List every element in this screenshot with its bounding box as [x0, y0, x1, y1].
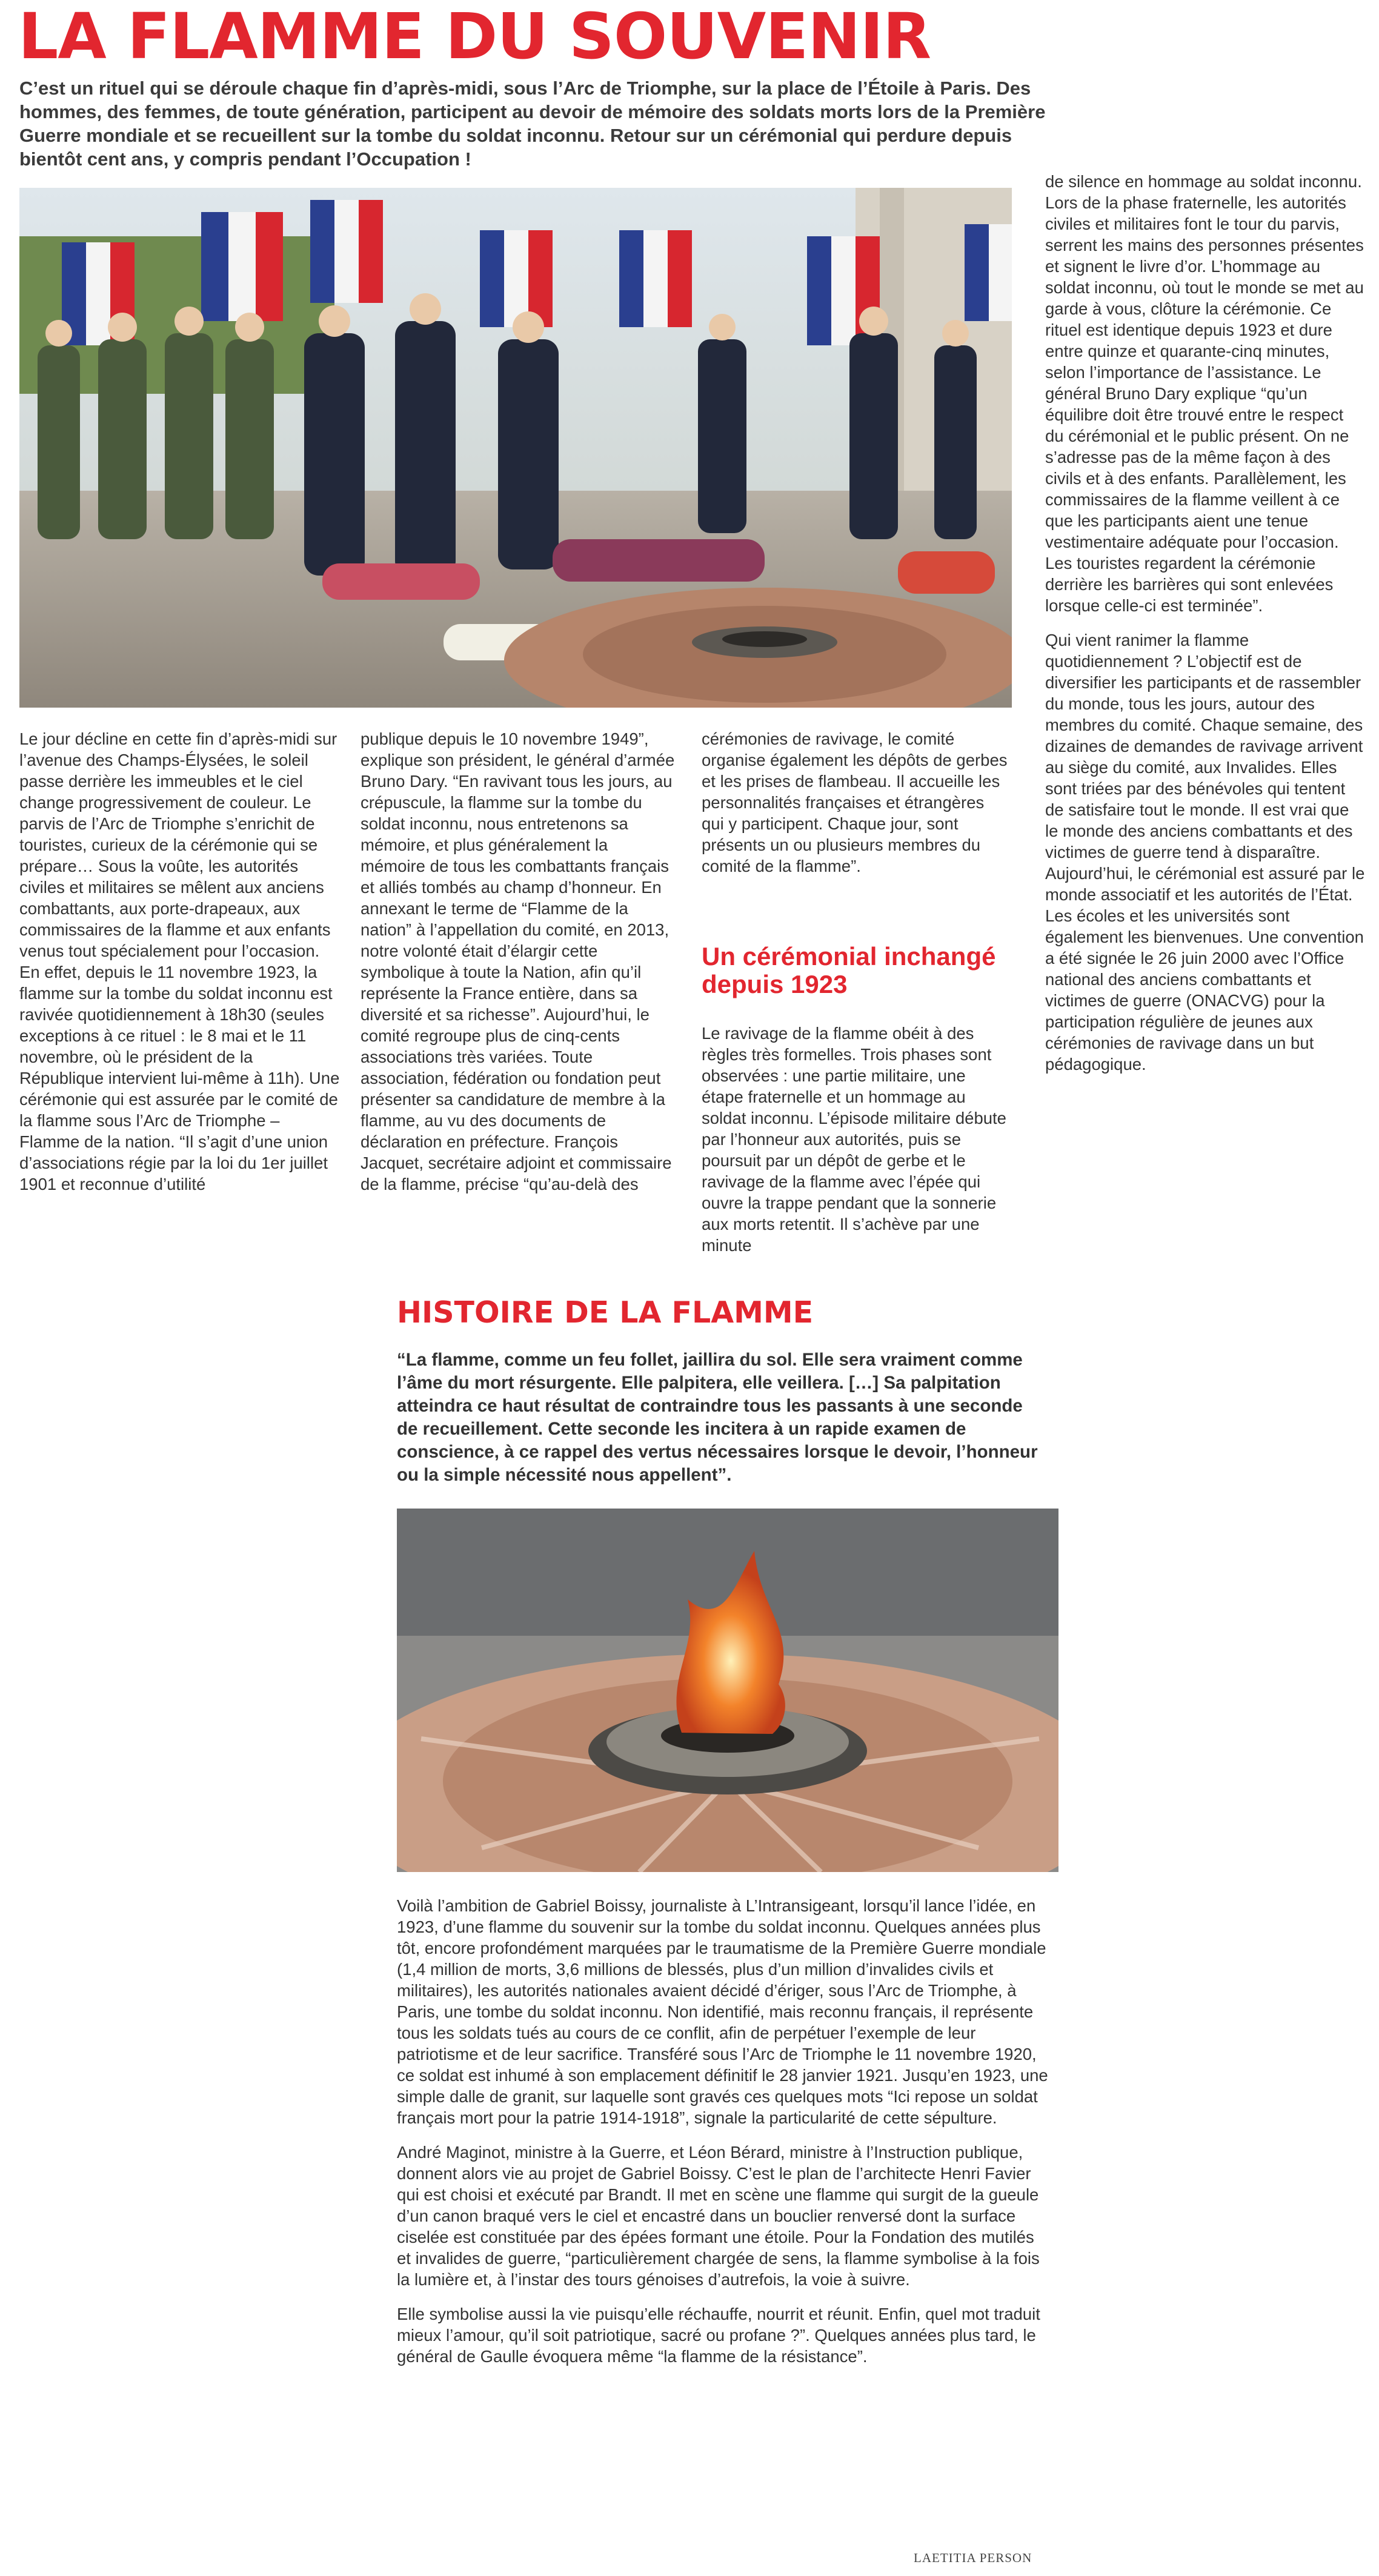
subheading: Un cérémonial inchangé depuis 1923 [702, 942, 996, 998]
article-column-2 [361, 728, 676, 1195]
paragraph: Elle symbolise aussi la vie puisqu’elle réchauffe, nourrit et réunit. Enfin, quel mot traduit mieux l’amour, qu’il soit patriotique, sacré ou profane ?”. Quelques années plus tard, le général de Gaulle évoquera même “la flamme de la résistance”. [397, 2305, 1040, 2366]
article-column-4 [1045, 171, 1366, 1075]
article-column-1 [19, 728, 341, 1195]
pull-quote: “La flamme, comme un feu follet, jaillira du sol. Elle sera vraiment comme l’âme du mort résurgente. Elle palpitera, elle veillera. […] Sa palpitation atteindra ce haut résultat de contraindre tous les passants à une seconde de recueillement. Cette seconde les incitera à un rapide examen de conscience, à ce rappel des vertus nécessaires lorsque le devoir, l’honneur ou la simple nécessité nous appellent”. [397, 1350, 1038, 1485]
history-text [397, 1895, 1051, 2367]
paragraph: Qui vient ranimer la flamme quotidiennement ? L’objectif est de diversifier les participants et de rassembler du monde, tous les jours, autour des membres du comité. Chaque semaine, des dizaines de demandes de ravivage arrivent au siège du comité, aux Invalides. Elles sont triées par des bénévoles qui tentent de satisfaire tout le monde. Il est vrai que le monde des anciens combattants et des victimes de guerre tend à disparaître. Aujourd’hui, le cérémonial est assuré par le monde associatif et les autorités de l’État. Les écoles et les universités sont également les bienvenues. Une convention a été signée le 26 juin 2000 avec l’Office national des anciens combattants et victimes de guerre (ONACVG) pour la participation régulière de jeunes aux cérémonies de ravivage dans un but pédagogique. [1045, 631, 1365, 1074]
section-title: HISTOIRE DE LA FLAMME [397, 1295, 814, 1330]
paragraph: Le ravivage de la flamme obéit à des règles très formelles. Trois phases sont observées : une partie militaire, une étape fraternelle et un hommage au soldat inconnu. L’épisode militaire débute par l’honneur aux autorités, puis se poursuit par un dépôt de gerbe et le ravivage de la flamme avec l’épée qui ouvre la trappe pendant que la sonnerie aux morts retentit. Il s’achève par une minute [702, 1024, 1006, 1255]
article-column-3b [702, 1023, 1008, 1256]
paragraph: publique depuis le 10 novembre 1949”, explique son président, le général d’armée Bruno Dary. “En ravivant tous les jours, au crépuscule, la flamme sur la tombe du soldat inconnu, nous entretenons sa mémoire, et plus généralement la mémoire de tous les combattants français et alliés tombés au champ d’honneur. En annexant le terme de “Flamme de la nation” à l’appellation du comité, en 2013, notre volonté était d’élargir cette symbolique à toute la Nation, afin qu’il représente la France entière, dans sa diversité et sa richesse”. Aujourd’hui, le comité regroupe plus de cinq-cents associations très variées. Toute association, fédération ou fondation peut présenter sa candidature de membre à la flamme, au vu des documents de déclaration en préfecture. François Jacquet, secrétaire adjoint et commissaire de la flamme, précise “qu’au-delà des [361, 729, 675, 1193]
article-column-3 [702, 728, 1008, 877]
paragraph: cérémonies de ravivage, le comité organise également les dépôts de gerbes et les prises de flambeau. Il accueille les personnalités françaises et étrangères qui y participent. Chaque jour, sont présents un ou plusieurs membres du comité de la flamme”. [702, 729, 1008, 875]
ceremony-photo [19, 188, 1012, 708]
article-title: LA FLAMME DU SOUVENIR [18, 0, 931, 73]
paragraph: de silence en hommage au soldat inconnu. Lors de la phase fraternelle, les autorités civiles et militaires font le tour du parvis, serrent les mains des personnes présentes et signent le livre d’or. L’hommage au soldat inconnu, où tout le monde se met au garde à vous, clôture la cérémonie. Ce rituel est identique depuis 1923 et dure entre quinze et quarante-cinq minutes, selon l’importance de l’assistance. Le général Bruno Dary explique “qu’un équilibre doit être trouvé entre le respect du cérémonial et le public présent. On ne s’adresse pas de la même façon à des civils et à des enfants. Parallèlement, les commissaires de la flamme veillent à ce que les participants aient une tenue vestimentaire adéquate pour l’occasion. Les touristes regardent la cérémonie derrière les barrières qui sont enlevées lorsque celle-ci est terminée”. [1045, 172, 1364, 615]
paragraph: André Maginot, ministre à la Guerre, et Léon Bérard, ministre à l’Instruction publique, donnent alors vie au projet de Gabriel Boissy. C’est le plan de l’architecte Henri Favier qui est choisi et exécuté par Brandt. Il met en scène une flamme qui surgit de la gueule d’un canon braqué vers le ciel et encastré dans un bouclier renversé dont la surface ciselée est constituée par des épées formant une étoile. Pour la Fondation des mutilés et invalides de guerre, “particulièrement chargée de sens, la flamme symbolise à la fois la lumière et, à l’instar des tours génoises d’autrefois, la voie à suivre. [397, 2143, 1040, 2289]
article-intro: C’est un rituel qui se déroule chaque fin d’après-midi, sous l’Arc de Triomphe, sur la place de l’Étoile à Paris. Des hommes, des femmes, de toute génération, participent au devoir de mémoire des soldats morts lors de la Première Guerre mondiale et se recueillent sur la tombe du soldat inconnu. Retour sur un cérémonial qui perdure depuis bientôt cent ans, y compris pendant l’Occupation ! [19, 78, 1046, 170]
paragraph: Le jour décline en cette fin d’après-midi sur l’avenue des Champs-Élysées, le soleil passe derrière les immeubles et le ciel change progressivement de couleur. Le parvis de l’Arc de Triomphe s’enrichit de touristes, curieux de la cérémonie qui se prépare… Sous la voûte, les autorités civiles et militaires se mêlent aux anciens combattants, aux porte-drapeaux, aux commissaires de la flamme et aux enfants venus tout spécialement pour l’occasion. En effet, depuis le 11 novembre 1923, la flamme sur la tombe du soldat inconnu est ravivée quotidiennement à 18h30 (seules exceptions à ce rituel : le 8 mai et le 11 novembre, où le président de la République intervient lui-même à 11h). Une cérémonie qui est assurée par le comité de la flamme sous l’Arc de Triomphe – Flamme de la nation. “Il s’agit d’une union d’associations régie par la loi du 1er juillet 1901 et reconnue d’utilité [19, 729, 340, 1193]
eternal-flame-photo [397, 1509, 1058, 1872]
author-byline: LAETITIA PERSON [914, 2551, 1032, 2565]
paragraph: Voilà l’ambition de Gabriel Boissy, journaliste à L’Intransigeant, lorsqu’il lance l’idée, en 1923, d’une flamme du souvenir sur la tombe du soldat inconnu. Quelques années plus tôt, encore profondément marquées par le traumatisme de la Première Guerre mondiale (1,4 million de morts, 3,6 millions de blessés, plus d’un million d’invalides civils et militaires), les autorités nationales avaient décidé d’ériger, sous l’Arc de Triomphe, à Paris, une tombe du soldat inconnu. Non identifié, mais reconnu français, il représente tous les soldats tués au cours de ce conflit, afin de perpétuer l’exemple de leur patriotisme et de leur sacrifice. Transféré sous l’Arc de Triomphe le 11 novembre 1920, ce soldat est inhumé à son emplacement définitif le 28 janvier 1921. Jusqu’en 1923, une simple dalle de granit, sur laquelle sont gravés ces quelques mots “Ici repose un soldat français mort pour la patrie 1914-1918”, signale la particularité de cette sépulture. [397, 1896, 1048, 2127]
